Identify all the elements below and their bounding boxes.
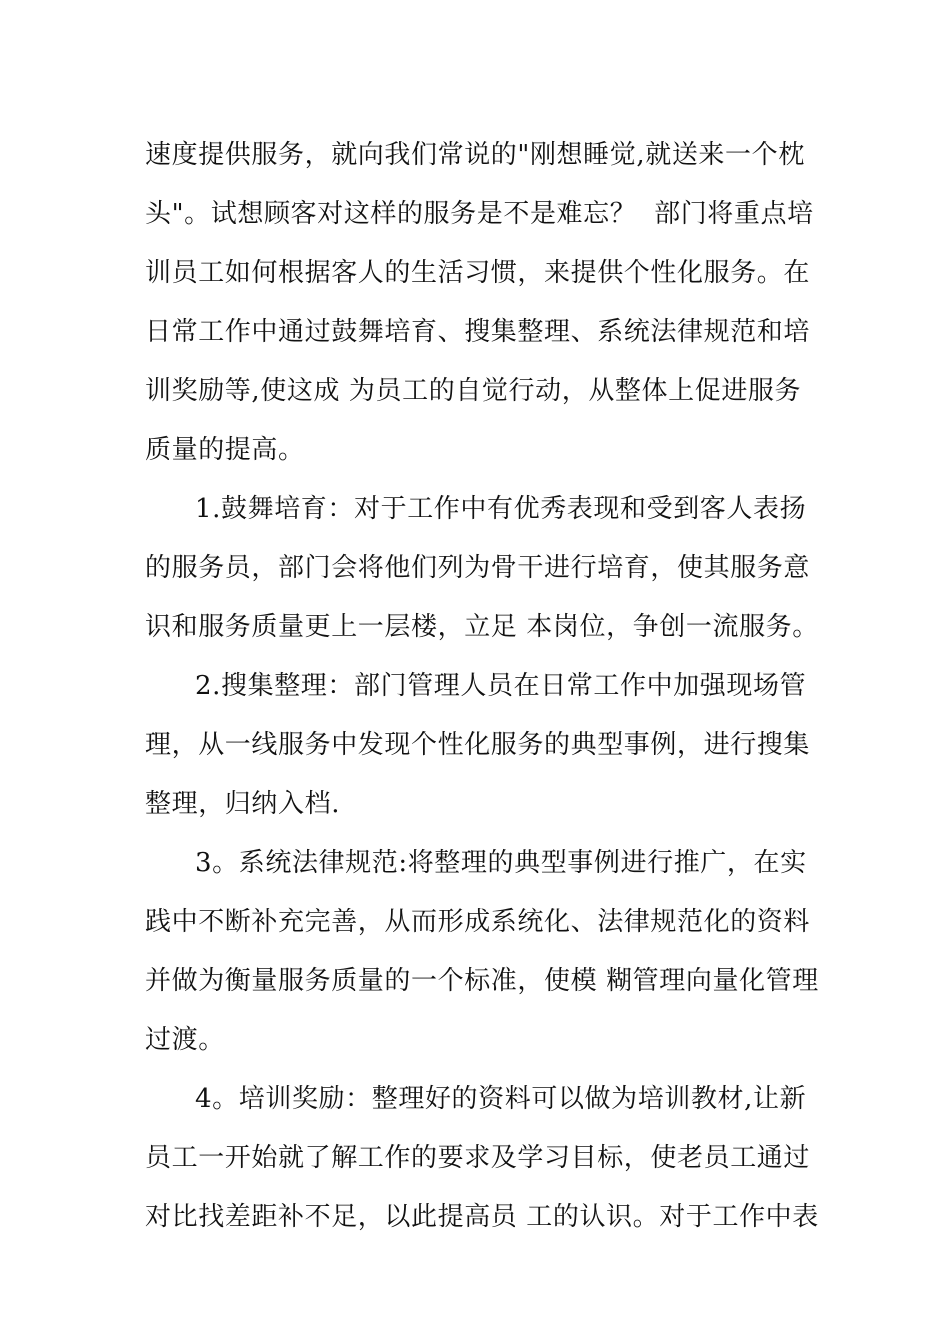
- text-line: 日常工作中通过鼓舞培育、搜集整理、系统法律规范和培: [145, 317, 811, 347]
- paragraph-start-line: 1.鼓舞培育：对于工作中有优秀表现和受到客人表扬: [195, 494, 807, 524]
- text-line: 的服务员，部门会将他们列为骨干进行培育，使其服务意: [145, 553, 811, 583]
- text-line: 并做为衡量服务质量的一个标准，使模 糊管理向量化管理: [145, 966, 819, 996]
- text-line: 训员工如何根据客人的生活习惯，来提供个性化服务。在: [145, 258, 811, 288]
- text-line: 识和服务质量更上一层楼，立足 本岗位，争创一流服务。: [145, 612, 819, 642]
- text-line: 对比找差距补不足，以此提高员 工的认识。对于工作中表: [145, 1202, 819, 1232]
- paragraph-start-line: 4。培训奖励：整理好的资料可以做为培训教材,让新: [195, 1084, 807, 1114]
- text-line: 头"。试想顾客对这样的服务是不是难忘？ 部门将重点培: [145, 199, 814, 229]
- text-line: 理，从一线服务中发现个性化服务的典型事例，进行搜集: [145, 730, 811, 760]
- text-line: 训奖励等,使这成 为员工的自觉行动，从整体上促进服务: [145, 376, 802, 406]
- text-line: 质量的提高。: [145, 435, 305, 465]
- paragraph-start-line: 3。系统法律规范:将整理的典型事例进行推广，在实: [195, 848, 807, 878]
- text-line: 过渡。: [145, 1025, 225, 1055]
- text-line: 践中不断补充完善，从而形成系统化、法律规范化的资料: [145, 907, 811, 937]
- text-line: 速度提供服务，就向我们常说的"刚想睡觉,就送来一个枕: [145, 140, 805, 170]
- paragraph-start-line: 2.搜集整理：部门管理人员在日常工作中加强现场管: [195, 671, 807, 701]
- text-line: 员工一开始就了解工作的要求及学习目标，使老员工通过: [145, 1143, 811, 1173]
- text-line: 整理，归纳入档.: [145, 789, 341, 819]
